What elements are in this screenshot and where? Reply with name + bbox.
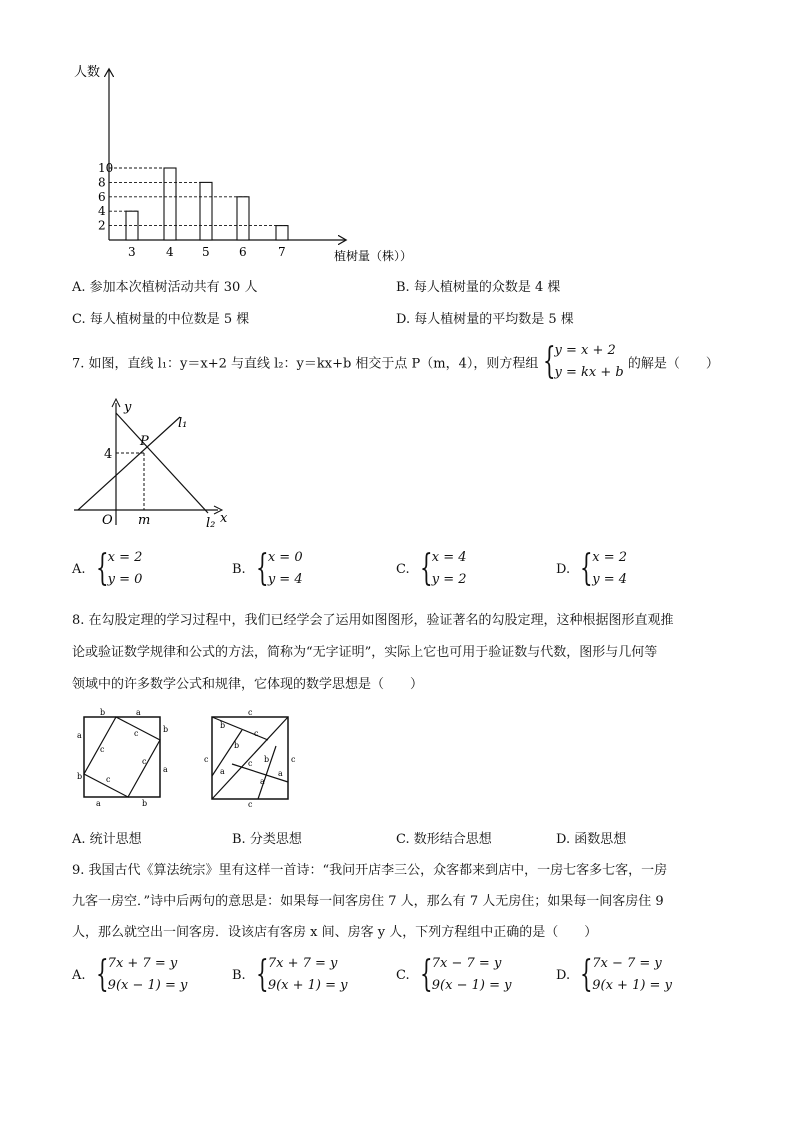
q7-option-a-row2: y = 0 [107,572,143,587]
y-value-label: 4 [104,447,113,462]
q8-pythagoras-figure-2 [198,706,298,808]
q9-option-c-label: C. [396,967,410,983]
x-tick-label: 4 [166,245,174,259]
q6-option-d[interactable]: D. 每人植树量的平均数是 5 棵 [396,312,574,327]
y-axis-label: 人数 [74,65,101,80]
q7-option-b-row1: x = 0 [267,550,303,565]
bar-4 [164,168,176,240]
svg-text:a: a [136,708,141,717]
svg-text:a: a [278,769,283,778]
q6-option-b[interactable]: B. 每人植树量的众数是 4 棵 [396,280,561,295]
q7-option-d-row1: x = 2 [592,550,627,565]
line-l1 [78,417,180,510]
x-tick-label: 5 [202,245,210,259]
q9-option-a[interactable]: A. { 7x + 7 = y 9(x − 1) = y [72,954,188,995]
q9-stem-line3: 人，那么就空出一间客房．设该店有客房 x 间、房客 y 人，下列方程组中正确的是（ ） [72,925,598,940]
q7-system-row1: y = x + 2 [554,343,616,358]
q7-stem-end: 的解是（ ） [627,356,719,372]
q7-option-d[interactable]: D. { x = 2 y = 4 [556,548,628,589]
q7-stem-text: 7. 如图，直线 l₁：y＝x+2 与直线 l₂：y＝kx+b 相交于点 P（m，4），则方程组 [72,356,539,372]
y-tick-label: 8 [98,175,106,190]
q9-option-d-label: D. [556,967,571,983]
q9-option-d-row2: 9(x + 1) = y [592,978,672,993]
q9-option-c-row2: 9(x − 1) = y [431,978,512,993]
q9-stem-line1: 9. 我国古代《算法统宗》里有这样一首诗：“我问开店李三公，众客都来到店中，一房七客多七客，一房 [72,863,668,878]
x-tick-label: 7 [278,245,286,259]
q7-option-a-label: A. [72,561,86,577]
svg-text:b: b [220,721,226,730]
bar-chart [60,60,430,270]
q9-option-b-label: B. [232,967,246,983]
q8-pythagoras-figure-1 [72,706,172,808]
q7-option-a-row1: x = 2 [107,550,143,565]
q9-option-a-label: A. [72,967,86,983]
y-axis-label: y [124,400,132,415]
q7-option-b[interactable]: B. { x = 0 y = 4 [232,548,303,589]
svg-text:a: a [163,765,168,774]
svg-text:b: b [163,725,169,734]
q8-option-c[interactable]: C. 数形结合思想 [396,832,492,847]
q7-option-c[interactable]: C. { x = 4 y = 2 [396,548,467,589]
x-value-label: m [138,513,151,528]
q7-line-figure [68,395,238,535]
svg-text:b: b [142,799,148,808]
svg-text:c: c [248,759,253,768]
y-tick-label: 2 [98,218,106,233]
svg-text:c: c [248,800,253,808]
svg-text:c: c [106,775,111,784]
bar-5 [200,182,212,240]
q9-stem-line2: 九客一房空．”诗中后两句的意思是：如果每一间客房住 7 人，那么有 7 人无房住；如果每一间客房住 9 [72,894,664,909]
q9-option-a-row2: 9(x − 1) = y [107,978,188,993]
point-p-label: P [140,434,149,449]
line2-label: l₂ [206,516,216,531]
q7-option-d-row2: y = 4 [592,572,628,587]
line1-label: l₁ [178,416,188,431]
svg-text:c: c [254,729,259,738]
svg-text:b: b [234,741,240,750]
origin-label: O [102,513,113,528]
svg-text:b: b [77,772,83,781]
y-tick-label: 6 [98,189,106,204]
q8-option-b[interactable]: B. 分类思想 [232,832,302,847]
q9-option-d[interactable]: D. { 7x − 7 = y 9(x + 1) = y [556,954,672,995]
q7-stem [72,340,719,384]
q9-option-c-row1: 7x − 7 = y [431,956,502,971]
q8-stem-line3: 领域中的许多数学公式和规律，它体现的数学思想是（ ） [72,677,424,692]
bar-7 [276,226,288,240]
q9-option-b-row1: 7x + 7 = y [267,956,338,971]
q7-option-b-label: B. [232,561,246,577]
svg-text:c: c [100,745,105,754]
q7-system: { y = x + 2 y = kx + b [542,341,624,382]
x-axis-label: x [220,511,228,526]
svg-text:a: a [220,767,225,776]
q9-option-b-row2: 9(x + 1) = y [267,978,348,993]
svg-text:b: b [100,708,106,717]
svg-text:b: b [264,755,270,764]
q7-option-a[interactable]: A. { x = 2 y = 0 [72,548,143,589]
q7-option-c-row1: x = 4 [431,550,467,565]
q8-stem-line2: 论或验证数学规律和公式的方法，简称为“无字证明”，实际上它也可用于验证数与代数，图形与几何等 [72,645,658,660]
bar-6 [237,197,249,240]
svg-text:c: c [204,755,209,764]
svg-text:c: c [291,755,296,764]
svg-text:a: a [77,731,82,740]
q6-option-a[interactable]: A. 参加本次植树活动共有 30 人 [72,280,258,295]
q9-option-a-row1: 7x + 7 = y [107,956,178,971]
q7-system-row2: y = kx + b [554,365,624,380]
q9-option-c[interactable]: C. { 7x − 7 = y 9(x − 1) = y [396,954,512,995]
q7-option-b-row2: y = 4 [267,572,303,587]
x-tick-label: 3 [128,245,136,259]
svg-text:c: c [248,708,253,717]
svg-text:c: c [134,729,139,738]
q8-option-d[interactable]: D. 函数思想 [556,832,627,847]
q8-option-a[interactable]: A. 统计思想 [72,832,142,847]
svg-text:a: a [96,799,101,808]
q7-option-c-row2: y = 2 [431,572,467,587]
q6-option-c[interactable]: C. 每人植树量的中位数是 5 棵 [72,312,250,327]
x-tick-label: 6 [239,245,247,259]
svg-text:a: a [260,777,265,786]
q9-option-d-row1: 7x − 7 = y [592,956,662,971]
x-axis-label: 植树量（株）） [334,249,413,263]
q8-stem-line1: 8. 在勾股定理的学习过程中，我们已经学会了运用如图图形，验证著名的勾股定理，这种根据图形直观推 [72,613,674,628]
q9-option-b[interactable]: B. { 7x + 7 = y 9(x + 1) = y [232,954,348,995]
svg-text:c: c [142,757,147,766]
y-tick-label: 10 [98,161,114,175]
q7-option-d-label: D. [556,561,571,577]
q7-option-c-label: C. [396,561,410,577]
y-tick-label: 4 [98,204,106,219]
